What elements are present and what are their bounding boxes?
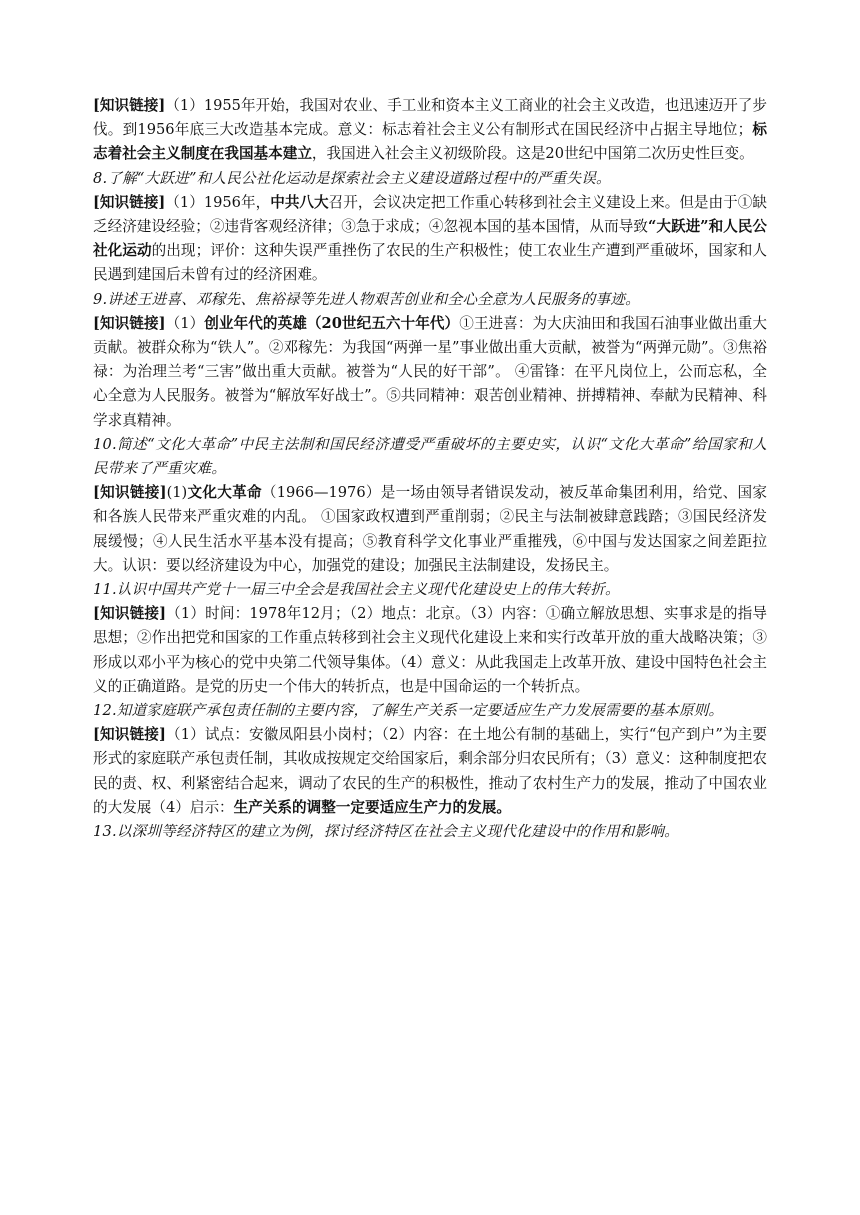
paragraph-text: ，我国进入社会主义初级阶段。这是20世纪中国第二次历史性巨变。 xyxy=(311,145,754,163)
outline-item-9 xyxy=(93,288,767,312)
paragraph-bold-text: 创业年代的英雄（20世纪五六十年代） xyxy=(204,314,460,332)
knowledge-link-cultural-revolution xyxy=(93,481,767,578)
knowledge-link-tag: [知识链接] xyxy=(93,726,166,744)
paragraph-text: 召开，会议决定把工作重心转移到社会主义建设上来。但是由于①缺乏经济建设经验；②违背客观经济律；③急于求成；④忽视本国的基本国情，从而导致 xyxy=(93,193,767,236)
paragraph-text: ①王进喜：为大庆油田和我国石油事业做出重大贡献。被群众称为“铁人”。②邓稼先：为我国“两弹一星”事业做出重大贡献，被誉为“两弹元勋”。③焦裕禄：为治理兰考“三害”做出重大贡献。被誉为“人民的好干部”。 ④雷锋：在平凡岗位上，公而忘私，全心全意为人民服务。被誉为“解放军好战士”。⑤共同精神：艰苦创业精神、拼搏精神、奉献为民精神、科学求真精神。 xyxy=(93,314,767,429)
paragraph-bold-text: 生产关系的调整一定要适应生产力的发展。 xyxy=(233,798,511,816)
knowledge-link-heroes xyxy=(93,312,767,433)
paragraph-bold-text: 中共八大 xyxy=(270,193,329,211)
outline-text: 8.了解“大跃进”和人民公社化运动是探索社会主义建设道路过程中的严重失误。 xyxy=(93,169,611,187)
knowledge-link-tag: [知识链接] xyxy=(93,484,167,502)
outline-item-12 xyxy=(93,699,767,723)
outline-item-11 xyxy=(93,578,767,602)
paragraph-text: （1）1955年开始，我国对农业、手工业和资本主义工商业的社会主义改造，也迅速迈开了步伐。到1956年底三大改造基本完成。意义：标志着社会主义公有制形式在国民经济中占据主导地位； xyxy=(93,97,767,139)
paragraph-text: （1）1956年， xyxy=(165,193,271,211)
outline-text: 12.知道家庭联产承包责任制的主要内容，了解生产关系一定要适应生产力发展需要的基本原则。 xyxy=(93,702,724,720)
paragraph-bold-text: 文化大革命 xyxy=(187,484,262,502)
paragraph-text: （1）时间：1978年12月；（2）地点：北京。（3）内容：①确立解放思想、实事求是的指导思想；②作出把党和国家的工作重点转移到社会主义现代化建设上来和实行改革开放的重大战略决策；③形成以邓小平为核心的党中央第二代领导集体。（4）意义：从此我国走上改革开放、建设中国特色社会主义的正确道路。是党的历史一个伟大的转折点，也是中国命运的一个转折点。 xyxy=(93,605,768,695)
paragraph-text: （1）试点：安徽凤阳县小岗村；（2）内容：在土地公有制的基础上，实行“包产到户”为主要形式的家庭联产承包责任制，其收成按规定交给国家后，剩余部分归农民所有；（3）意义：这种制度把农民的责、权、利紧密结合起来，调动了农民的生产的积极性，推动了农村生产力的发展，推动了中国农业的大发展（4）启示： xyxy=(93,726,767,816)
knowledge-link-tag: [知识链接] xyxy=(93,314,166,332)
knowledge-link-tag: [知识链接] xyxy=(93,193,166,211)
knowledge-link-household-contract xyxy=(93,723,767,820)
paragraph-text: 的出现；评价：这种失误严重挫伤了农民的生产积极性；使工农业生产遭到严重破坏，国家和人民遇到建国后未曾有过的经济困难。 xyxy=(93,242,767,284)
outline-item-8 xyxy=(93,167,767,191)
paragraph-text: （1） xyxy=(165,314,205,332)
knowledge-link-tag: [知识链接] xyxy=(93,605,166,623)
paragraph-bold-text: 标志着社会主义制度在我国基本建立 xyxy=(93,121,767,163)
knowledge-link-1955-reform xyxy=(93,94,767,167)
document-page xyxy=(93,94,767,844)
outline-text: 11.认识中国共产党十一届三中全会是我国社会主义现代化建设史上的伟大转折。 xyxy=(93,581,620,599)
paragraph-text: (1) xyxy=(166,484,188,502)
outline-text: 10.简述“文化大革命”中民主法制和国民经济遭受严重破坏的主要史实，认识“文化大革命”给国家和人民带来了严重灾难。 xyxy=(93,435,767,478)
knowledge-link-tag: [知识链接] xyxy=(93,97,166,114)
outline-item-13 xyxy=(93,820,767,844)
outline-text: 13.以深圳等经济特区的建立为例，探讨经济特区在社会主义现代化建设中的作用和影响。 xyxy=(93,823,679,841)
paragraph-text: （1966—1976）是一场由领导者错误发动，被反革命集团利用，给党、国家和各族人民带来严重灾难的内乱。 ①国家政权遭到严重削弱；②民主与法制被肆意践踏；③国民经济发展缓慢；④人民生活水平基本没有提高；⑤教育科学文化事业严重摧残，⑥中国与发达国家之间差距拉大。认识：要以经济建设为中心，加强党的建设；加强民主法制建设，发扬民主。 xyxy=(93,484,767,574)
paragraph-bold-text: “大跃进”和人民公社化运动 xyxy=(93,218,767,260)
outline-item-10 xyxy=(93,433,767,481)
knowledge-link-third-plenum xyxy=(93,602,767,699)
outline-text: 9.讲述王进喜、邓稼先、焦裕禄等先进人物艰苦创业和全心全意为人民服务的事迹。 xyxy=(93,290,640,308)
knowledge-link-great-leap xyxy=(93,191,767,288)
